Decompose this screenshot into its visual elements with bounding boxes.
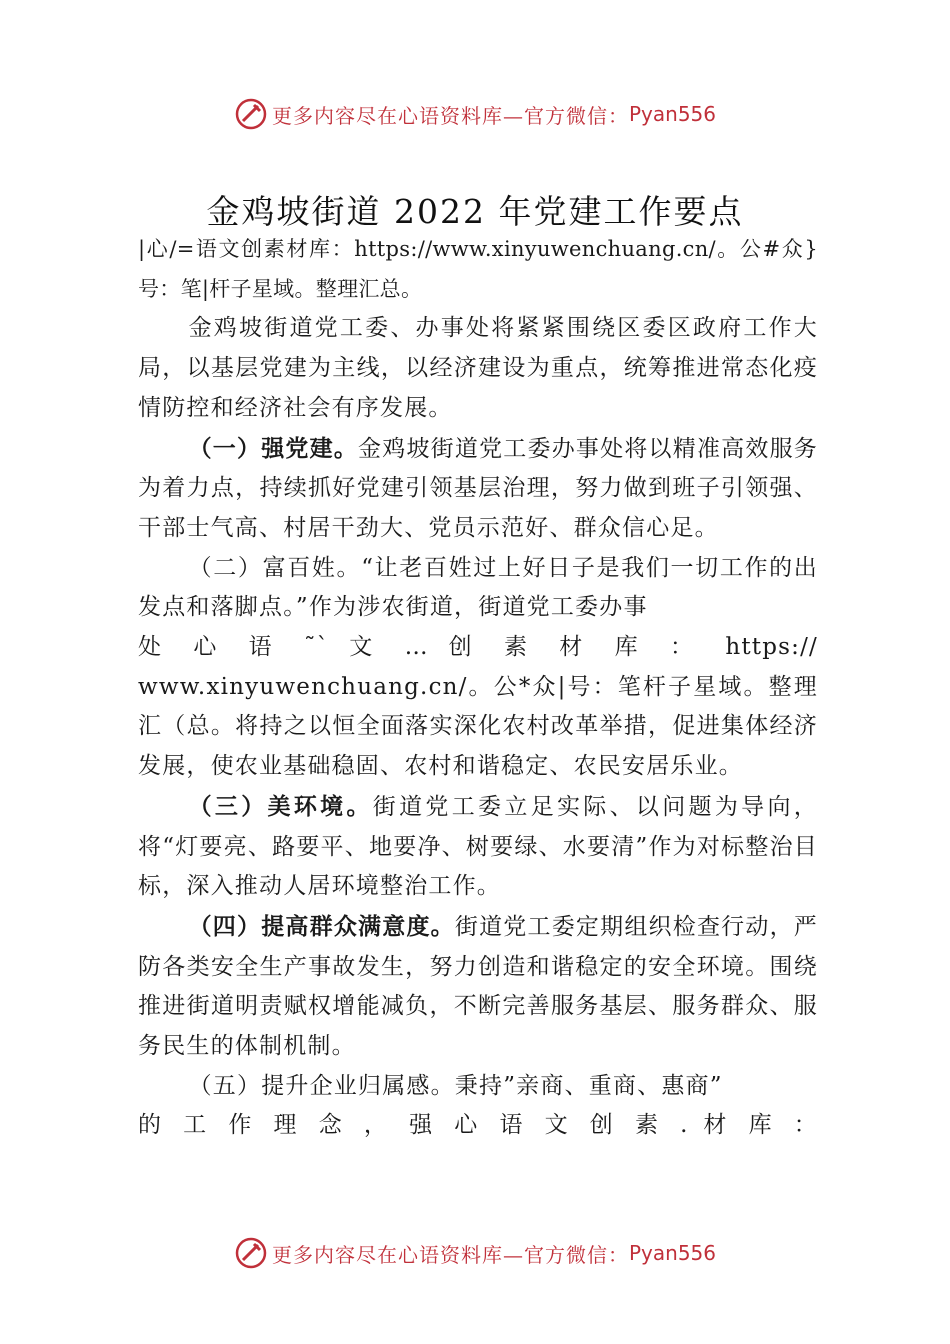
- section-2-body-a: “让老百姓过上好日子是我们一切工作的出发点和落脚点。”作为涉农街道，街道党工委办事: [138, 554, 818, 621]
- header-banner: [0, 94, 950, 134]
- footer-banner: [0, 1233, 950, 1273]
- section-2-body-c: www.xinyuwenchuang.cn/。公*众|号：笔杆子星域。整理汇（总。将持之以恒全面落实深化农村改革举措，促进集体经济发展，使农业基础稳固、农村和谐稳定、农民安居乐业。: [138, 673, 818, 780]
- source-note: |心/=语文创素材库：https://www.xinyuwenchuang.cn/。公#众}号：笔|杆子星域。整理汇总。: [138, 237, 818, 301]
- section-5-body: 秉持”亲商、重商、惠商”: [454, 1072, 723, 1099]
- section-3: [138, 787, 818, 907]
- section-3-body: 街道党工委立足实际、以问题为导向，将“灯要亮、路要平、地要净、树要绿、水要清”作为对标整治目标，深入推动人居环境整治工作。: [138, 793, 819, 900]
- logo-icon: [234, 1236, 268, 1270]
- section-1-body: 金鸡坡街道党工委办事处将以精准高效服务为着力点，持续抓好党建引领基层治理，努力做到班子引领强、干部士气高、村居干劲大、党员示范好、群众信心足。: [138, 435, 818, 541]
- section-2: [138, 549, 818, 628]
- section-1: [138, 429, 818, 549]
- footer-banner-text: 更多内容尽在心语资料库—官方微信：: [271, 1242, 629, 1267]
- section-4: [138, 907, 818, 1067]
- document-title: 金鸡坡街道 2022 年党建工作要点: [206, 192, 744, 231]
- section-2-line-b: 处 心 语 ˜` 文 … 创 素 材 库 ： https://: [138, 634, 818, 661]
- header-banner-account: Pyan556: [628, 102, 716, 126]
- section-5-heading: （五）提升企业归属感。: [188, 1072, 455, 1099]
- section-5: [138, 1067, 818, 1107]
- header-banner-text: 更多内容尽在心语资料库—官方微信：: [271, 103, 629, 128]
- section-5-tail: 的 工 作 理 念 ， 强 心 语 文 创 素 . 材 库 ：: [138, 1112, 818, 1139]
- section-2-heading: （二）富百姓。: [188, 554, 362, 581]
- section-1-heading: （一）强党建。: [188, 434, 359, 462]
- section-3-heading: （三）美环境。: [188, 792, 373, 820]
- section-4-heading: （四）提高群众满意度。: [188, 912, 455, 940]
- footer-banner-account: Pyan556: [628, 1241, 716, 1265]
- logo-icon: [234, 97, 268, 131]
- intro-paragraph: 金鸡坡街道党工委、办事处将紧紧围绕区委区政府工作大局，以基层党建为主线，以经济建设为重点，统筹推进常态化疫情防控和经济社会有序发展。: [138, 315, 818, 421]
- document-body: [138, 230, 818, 1146]
- section-4-body: 街道党工委定期组织检查行动，严防各类安全生产事故发生，努力创造和谐稳定的安全环境。围绕推进街道明责赋权增能减负，不断完善服务基层、服务群众、服务民生的体制机制。: [138, 913, 819, 1060]
